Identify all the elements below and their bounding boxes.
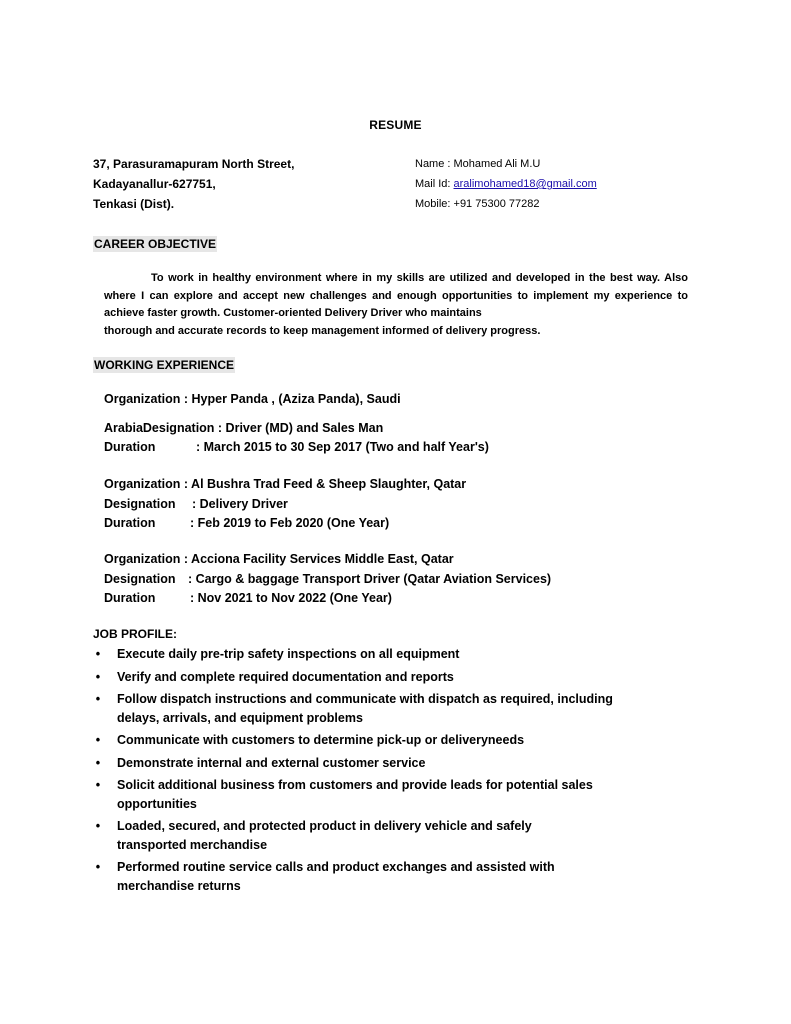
list-item [93,645,693,664]
designation-value: : Delivery Driver [192,496,288,511]
job-profile-list [93,645,693,899]
bullet-icon: • [95,733,101,747]
list-item [93,754,693,773]
list-item [93,668,693,687]
designation-label: ArabiaDesignation : [104,420,226,435]
org-label: Organization : [104,477,192,491]
designation-label: Designation [104,571,176,586]
designation-value: : Cargo & baggage Transport Driver (Qatar Aviation Services) [188,571,552,586]
contact-block [415,154,735,214]
list-item-text: Communicate with customers to determine pick-up or deliveryneeds [117,733,525,747]
list-item-text: Solicit additional business from customers and provide leads for potential sales opportunities [117,778,593,811]
address-line-1: 37, Parasuramapuram North Street, [93,157,295,171]
experience-entry-3 [104,550,551,609]
duration-value: : Feb 2019 to Feb 2020 (One Year) [190,516,390,530]
contact-mail [415,174,735,194]
contact-name: Name : Mohamed Ali M.U [415,158,541,170]
working-experience-heading: WORKING EXPERIENCE [94,358,235,372]
org-value: Hyper Panda , (Aziza Panda), Saudi [191,392,401,406]
designation-value: Driver (MD) and Sales Man [225,420,384,435]
bullet-icon: • [95,647,101,661]
objective-last-line: thorough and accurate records to keep management informed of delivery progress. [104,324,541,337]
org-row [104,475,466,495]
bullet-icon: • [95,819,101,833]
list-item-text: Verify and complete required documentation and reports [117,669,454,684]
list-item-text: Execute daily pre-trip safety inspections on all equipment [117,647,460,661]
bullet-icon: • [95,692,101,706]
list-item [93,817,587,854]
org-label: Organization : [104,552,192,566]
list-item-text: Loaded, secured, and protected product in delivery vehicle and safely transported merchandise [117,819,532,852]
designation-label: Designation [104,496,176,511]
duration-value: : Nov 2021 to Nov 2022 (One Year) [190,591,392,605]
list-item [93,858,607,895]
org-label: Organization : [104,392,192,406]
experience-entry-1 [104,390,489,458]
duration-row [104,514,466,534]
duration-label: Duration [104,591,156,605]
org-value: Acciona Facility Services Middle East, Qatar [191,552,454,566]
address-block [93,154,393,214]
designation-row [104,495,466,515]
objective-paragraph: To work in healthy environment where in my skills are utilized and developed in the best way. Also where I can explore and accept new challenges and enough opportunities to implement my experience to achieve faster growth. Customer-oriented Delivery Driver who maintains [104,272,688,319]
org-row [104,550,551,570]
career-objective-text [104,270,688,340]
bullet-icon: • [95,778,101,792]
job-profile-heading: JOB PROFILE: [93,627,178,641]
duration-label: Duration [104,516,156,530]
bullet-icon: • [95,669,101,684]
list-item [93,690,657,727]
mail-label: Mail Id: [415,178,454,190]
duration-row [104,589,551,609]
contact-mobile: Mobile: +91 75300 77282 [415,198,540,210]
list-item [93,731,693,750]
career-objective-heading: CAREER OBJECTIVE [94,237,217,251]
bullet-icon: • [95,755,101,770]
email-link[interactable]: aralimohamed18@gmail.com [453,178,597,190]
duration-row [104,438,489,458]
address-line-2: Kadayanallur-627751, [93,177,216,191]
page-title: RESUME [369,118,422,132]
address-line-3: Tenkasi (Dist). [93,197,175,211]
org-row [104,390,489,410]
duration-value: : March 2015 to 30 Sep 2017 (Two and half Year's) [196,440,489,454]
bullet-icon: • [95,860,101,874]
list-item-text: Performed routine service calls and product exchanges and assisted with merchandise returns [117,860,555,893]
designation-row [104,419,489,439]
org-value: Al Bushra Trad Feed & Sheep Slaughter, Qatar [191,477,467,491]
list-item-text: Demonstrate internal and external customer service [117,755,426,770]
designation-row [104,570,551,590]
list-item-text: Follow dispatch instructions and communicate with dispatch as required, including delays, arrivals, and equipment problems [117,692,613,725]
duration-label: Duration [104,440,156,454]
experience-entry-2 [104,475,466,534]
list-item [93,776,647,813]
